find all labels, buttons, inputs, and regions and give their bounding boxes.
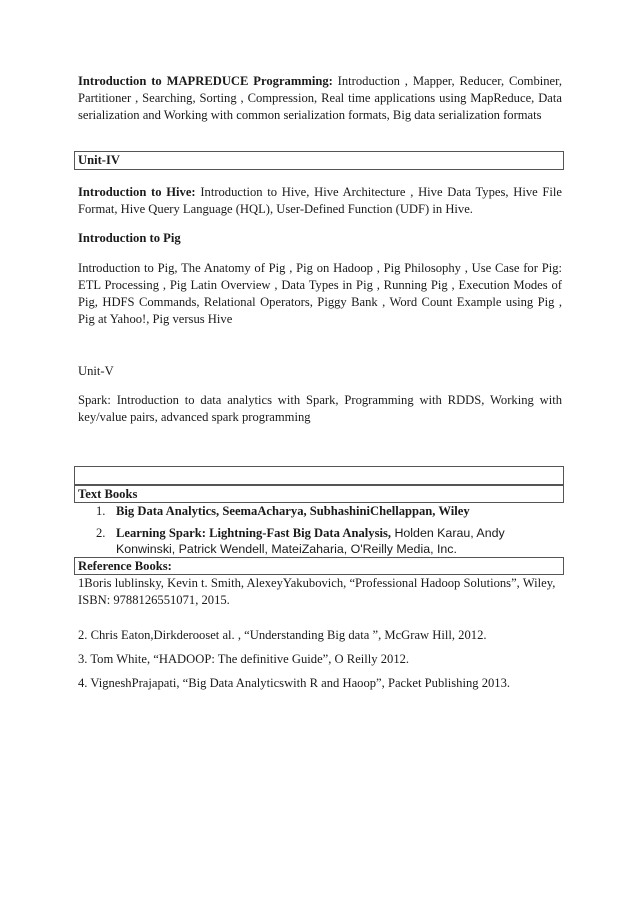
pig-paragraph: Introduction to Pig, The Anatomy of Pig , Pig on Hadoop , Pig Philosophy , Use Case for Pig: ETL Processing , Pig Latin Overview , Data Types in Pig , Running Pig , Execution Modes of Pig, HDFS Commands, Relational Operators, Piggy Bank , Word Count Example using Pig , Pig at Yahoo!, Pig versus Hive <box>78 261 562 326</box>
empty-table-row <box>74 466 564 485</box>
hive-body: Introduction to Hive, Hive Architecture , Hive Data Types, Hive File Format, Hive Query Language (HQL), User-Defined Function (UDF) in Hive. <box>78 185 563 216</box>
text-book-2-authors: Holden Karau, Andy Konwinski, Patrick Wendell, MateiZaharia, O'Reilly Media, Inc. <box>116 526 505 556</box>
reference-item-3: 3. Tom White, “HADOOP: The definitive Guide”, O Reilly 2012. <box>78 652 410 666</box>
list-number: 1. <box>96 504 106 518</box>
hive-heading: Introduction to Hive: <box>78 185 196 199</box>
unit-iv-header <box>74 151 564 170</box>
unit-v-label: Unit-V <box>78 364 114 378</box>
mapreduce-heading: Introduction to MAPREDUCE Programming: <box>78 74 333 88</box>
spark-paragraph: Spark: Introduction to data analytics with Spark, Programming with RDDS, Working with key/value pairs, advanced spark programming <box>78 393 562 424</box>
reference-item-4: 4. VigneshPrajapati, “Big Data Analyticswith R and Haoop”, Packet Publishing 2013. <box>78 676 511 690</box>
mapreduce-paragraph <box>78 73 562 124</box>
list-number: 2. <box>96 526 106 540</box>
pig-heading-line <box>78 230 181 247</box>
hive-paragraph <box>78 184 562 218</box>
text-books-header <box>74 485 564 503</box>
text-book-1-title: Big Data Analytics, SeemaAcharya, SubhashiniChellappan, Wiley <box>116 504 470 518</box>
reference-books-header <box>74 557 564 575</box>
unit-iv-label: Unit-IV <box>78 153 120 167</box>
reference-books-label: Reference Books: <box>78 559 172 573</box>
text-book-2-title: Learning Spark: Lightning-Fast Big Data Analysis, <box>116 526 392 540</box>
text-books-label: Text Books <box>78 487 138 501</box>
pig-heading: Introduction to Pig <box>78 231 181 245</box>
reference-item-1: 1Boris lublinsky, Kevin t. Smith, AlexeyYakubovich, “Professional Hadoop Solutions”, Wiley, ISBN: 9788126551071, 2015. <box>78 576 556 607</box>
reference-item-2: 2. Chris Eaton,Dirkderooset al. , “Understanding Big data ”, McGraw Hill, 2012. <box>78 628 487 642</box>
mapreduce-body: Introduction , Mapper, Reducer, Combiner, Partitioner , Searching, Sorting , Compression, Real time applications using MapReduce, Data serialization and Working with common serialization formats, Big data serialization formats <box>78 74 562 122</box>
